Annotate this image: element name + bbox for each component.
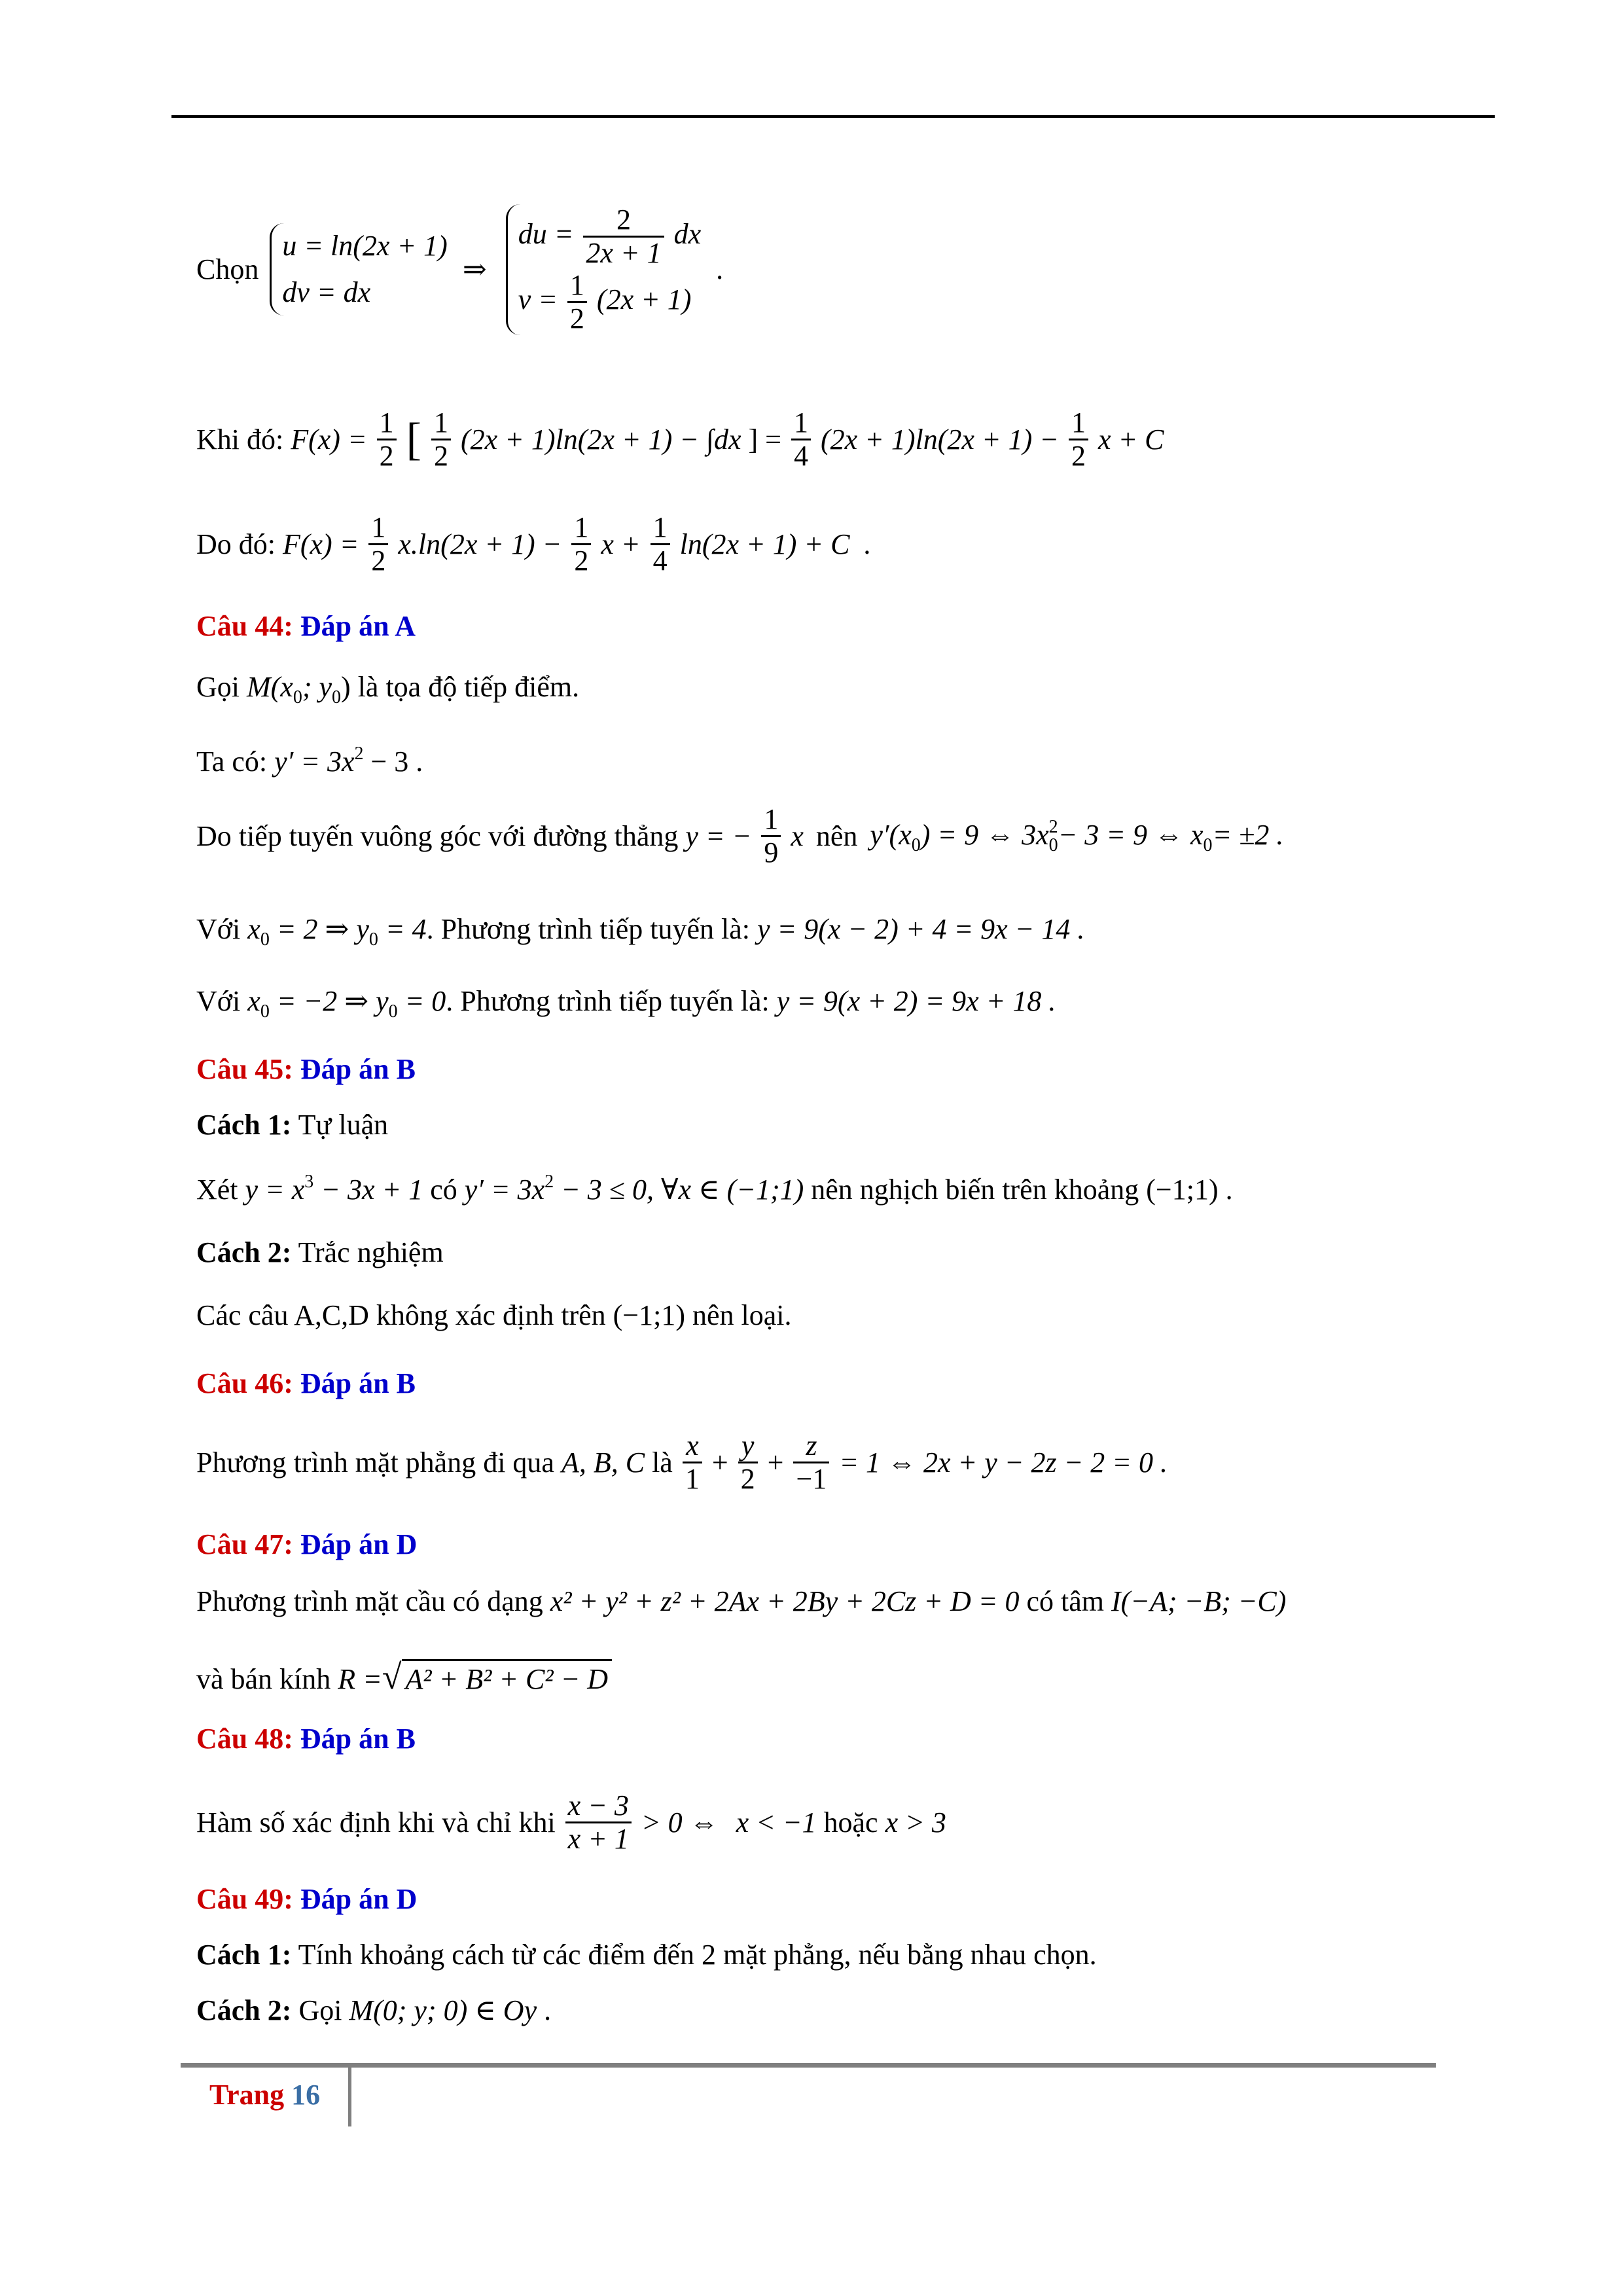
q46-frac-x: $\frac{x}{1}$ [683, 1430, 702, 1496]
khi-do-frac-1: $\frac{1}{2}$ [377, 407, 397, 473]
q44-line-5: Với $x_0 = -2$ ⇒ $y_0 = 0$. Phương trình tiếp tuyến là: y = 9(x + 2) = 9x + 18 . [196, 985, 1056, 1022]
v-fraction: $\frac{1}{2}$ [567, 270, 587, 335]
khi-do-frac-2: $\frac{1}{2}$ [431, 407, 451, 473]
q44-line-2: Ta có: $y' = 3x^2 - 3$ . [196, 744, 423, 778]
q46-heading: Câu 46: Đáp án B [196, 1367, 416, 1399]
chon-system-left [270, 223, 447, 315]
q44-line-1: Gọi $M(x_0$; $y_0$) là tọa độ tiếp điểm. [196, 671, 580, 708]
u-definition: u = ln(2x + 1) [282, 230, 448, 262]
chon-end: . [716, 253, 724, 285]
dv-definition: dv = dx [282, 276, 371, 308]
q46-frac-y: $\frac{y}{2}$ [738, 1430, 758, 1496]
du-fraction: $\frac{2}{2x + 1}$ [583, 204, 664, 270]
khi-do-line: Khi đó: F(x) = $\frac{1}{2}$ [ $\frac{1}{2}$ (2x + 1)ln(2x + 1) − ∫dx ] = $\frac{1}{4}$ (2x + 1)ln(2x + 1) − $\frac{1}{2}$ x + C [196, 406, 1164, 473]
q47-radicand: A² + B² + C² − D [402, 1659, 613, 1697]
do-do-frac-1: $\frac{1}{2}$ [368, 512, 388, 577]
q44-line-4: Với $x_0 = 2$ ⇒ $y_0 = 4$. Phương trình tiếp tuyến là: y = 9(x − 2) + 4 = 9x − 14 . [196, 913, 1085, 950]
chon-line [196, 204, 723, 335]
do-do-frac-3: $\frac{1}{4}$ [651, 512, 670, 577]
q49-cach-2: Cách 2: Gọi M(0; y; 0) ∈ Oy . [196, 1994, 552, 2026]
q45-line-4: Các câu A,C,D không xác định trên (−1;1) nên loại. [196, 1299, 792, 1331]
q45-cach-2: Cách 2: Trắc nghiệm [196, 1236, 444, 1268]
q45-heading: Câu 45: Đáp án B [196, 1053, 416, 1085]
q45-line-2: Xét $y = x^3 - 3x + 1$ có $y' = 3x^2 - 3 \le 0$, ∀x ∈ (−1;1) nên nghịch biến trên khoảng (−1;1) . [196, 1172, 1233, 1206]
q49-cach-1: Cách 1: Tính khoảng cách từ các điểm đến 2 mặt phẳng, nếu bằng nhau chọn. [196, 1939, 1097, 1971]
chon-system-right [506, 204, 701, 335]
do-do-label: Do đó: [196, 528, 276, 560]
q47-heading: Câu 47: Đáp án D [196, 1528, 418, 1560]
page-number: Trang 16 [209, 2079, 321, 2111]
q44-frac: $\frac{1}{9}$ [761, 804, 781, 869]
q48-heading: Câu 48: Đáp án B [196, 1723, 416, 1755]
q44-derivative: $y'(x_0) = 9$ ⇔ $3x_0^2- 3 = 9$ ⇔ $x_0= \pm 2$ . [870, 816, 1284, 855]
q48-line-1: Hàm số xác định khi và chỉ khi $\frac{x - 3}{x + 1}$ > 0 ⇔ x < −1 hoặc x > 3 [196, 1789, 946, 1856]
du-definition: du = $\frac{2}{2x + 1}$ dx [518, 204, 702, 270]
khi-do-label: Khi đó: [196, 423, 284, 456]
q46-line-1: Phương trình mặt phẳng đi qua A, B, C là $\frac{x}{1}$ + $\frac{y}{2}$ + $\frac{z}{-1}$ = 1 ⇔ 2x + y − 2z − 2 = 0 . [196, 1429, 1168, 1496]
do-do-line: Do đó: F(x) = $\frac{1}{2}$ x.ln(2x + 1) − $\frac{1}{2}$ x + $\frac{1}{4}$ ln(2x + 1) + C . [196, 511, 871, 577]
q44-heading: Câu 44: Đáp án A [196, 610, 416, 642]
khi-do-lhs: F(x) = [291, 423, 367, 456]
q47-line-1: Phương trình mặt cầu có dạng x² + y² + z² + 2Ax + 2By + 2Cz + D = 0 có tâm I(−A; −B; −C) [196, 1585, 1287, 1617]
khi-do-frac-4: $\frac{1}{2}$ [1069, 407, 1088, 473]
q46-frac-z: $\frac{z}{-1}$ [793, 1430, 829, 1496]
q49-heading: Câu 49: Đáp án D [196, 1883, 418, 1915]
implies-symbol: ⇒ [462, 253, 487, 285]
header-rule [171, 115, 1495, 118]
q45-cach-1: Cách 1: Tự luận [196, 1109, 389, 1141]
v-definition: v = $\frac{1}{2}$ (2x + 1) [518, 268, 692, 335]
footer-divider [348, 2068, 351, 2126]
q47-line-2: và bán kính R =√ A² + B² + C² − D [196, 1659, 612, 1697]
q48-fraction: $\frac{x - 3}{x + 1}$ [565, 1790, 632, 1856]
footer-rule [181, 2063, 1436, 2068]
do-do-frac-2: $\frac{1}{2}$ [571, 512, 591, 577]
chon-label: Chọn [196, 253, 259, 285]
q44-line-3: Do tiếp tuyến vuông góc với đường thẳng y = − $\frac{1}{9}$ x nên $y'(x_0) = 9$ ⇔ $3x_0^2- 3 = 9$ ⇔ $x_0= \pm 2$ . [196, 803, 1284, 869]
khi-do-frac-3: $\frac{1}{4}$ [791, 407, 811, 473]
